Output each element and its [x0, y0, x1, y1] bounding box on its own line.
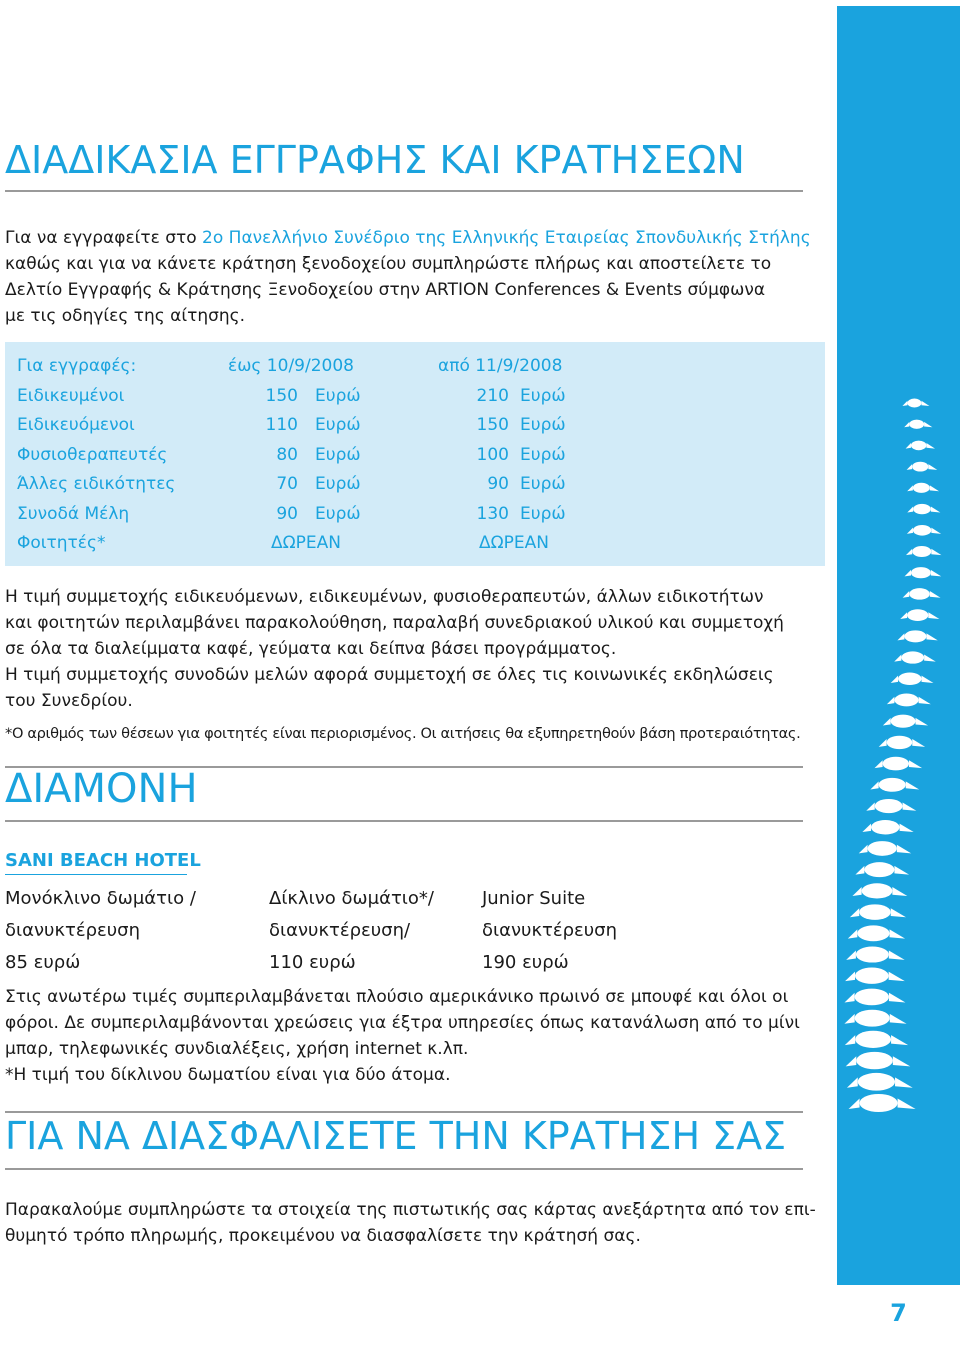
vertebra [906, 441, 935, 451]
fees-late-amount: 100 [476, 445, 509, 465]
fees-early-amount: 70 [276, 474, 298, 494]
vertebra [870, 778, 919, 792]
hotel-note-2: φόροι. Δε συμπεριλαμβάνονται χρεώσεις για έξτρα υπηρεσίες όπως κατανάλωση από το μίνι [5, 1013, 800, 1033]
hotel-note-3: μπαρ, τηλεφωνικές συνδιαλέξεις, χρήση internet κ.λπ. [5, 1039, 469, 1059]
fees-late-amount: 90 [487, 474, 509, 494]
vertebra [844, 1010, 906, 1027]
vertebra [883, 715, 928, 728]
congress-name: 2ο Πανελλήνιο Συνέδριο της Ελληνικής Εταιρείας Σπονδυλικής Στήλης [202, 228, 811, 248]
fees-late-currency: Ευρώ [520, 415, 566, 435]
accommodation-title-rule [5, 820, 803, 822]
guarantee-text-1: Παρακαλούμε συμπληρώστε τα στοιχεία της πιστωτικής σας κάρτας ανεξάρτητα από τον επι- [5, 1200, 816, 1220]
intro-line-3: Δελτίο Εγγραφής & Κράτησης Ξενοδοχείου στην ARTION Conferences & Events σύμφωνα [5, 280, 766, 300]
fees-early-free: ΔΩΡΕΑΝ [271, 533, 341, 553]
title-rule [5, 190, 803, 192]
room-single-price: 85 ευρώ [5, 952, 81, 973]
vertebra [897, 630, 937, 642]
fees-early-amount: 80 [276, 445, 298, 465]
fees-late-currency: Ευρώ [520, 445, 566, 465]
guarantee-title-rule [5, 1168, 803, 1170]
fees-category: Ειδικευμένοι [17, 386, 125, 406]
page-number-box [837, 1285, 960, 1352]
fees-category: Άλλες ειδικότητες [17, 474, 176, 494]
vertebra [906, 546, 941, 557]
fees-header-late: από 11/9/2008 [438, 356, 563, 376]
vertebra [845, 968, 905, 984]
fees-early-currency: Ευρώ [315, 474, 361, 494]
fees-table [5, 342, 825, 566]
hotel-note-4: *Η τιμή του δίκλινου δωματίου είναι για δύο άτομα. [5, 1065, 451, 1085]
registration-title: ΔΙΑΔΙΚΑΣΙΑ ΕΓΓΡΑΦΗΣ ΚΑΙ ΚΡΑΤΗΣΕΩΝ [5, 138, 745, 182]
fee-note-1: Η τιμή συμμετοχής ειδικευόμενων, ειδικευμένων, φυσιοθεραπευτών, άλλων ειδικοτήτων [5, 587, 764, 607]
fees-early-currency: Ευρώ [315, 386, 361, 406]
vertebra [907, 462, 938, 472]
room-suite-line2: διανυκτέρευση [482, 920, 617, 941]
room-single-line2: διανυκτέρευση [5, 920, 140, 941]
vertebra [859, 841, 911, 856]
fees-row-students [5, 533, 825, 563]
fees-row [5, 415, 825, 445]
fees-late-amount: 130 [476, 504, 509, 524]
room-double-price: 110 ευρώ [269, 952, 356, 973]
fees-category: Φοιτητές* [17, 533, 106, 553]
guarantee-rule [5, 1111, 803, 1113]
room-suite-price: 190 ευρώ [482, 952, 569, 973]
intro-line-4: με τις οδηγίες της αίτησης. [5, 306, 246, 326]
vertebra [903, 588, 941, 599]
vertebra [887, 694, 931, 707]
fees-early-currency: Ευρώ [315, 415, 361, 435]
fees-header-label: Για εγγραφές: [17, 356, 137, 376]
room-double-line2: διανυκτέρευση/ [269, 920, 411, 941]
fees-row [5, 445, 825, 475]
fees-late-currency: Ευρώ [520, 504, 566, 524]
guarantee-text-2: θυμητό τρόπο πληρωμής, προκειμένου να διασφαλίσετε την κράτησή σας. [5, 1226, 641, 1246]
fees-row [5, 474, 825, 504]
intro-text: Για να εγγραφείτε στο [5, 228, 203, 248]
fees-category: Ειδικευόμενοι [17, 415, 135, 435]
fee-note-2: και φοιτητών περιλαμβάνει παρακολούθηση, παραλαβή συνεδριακού υλικού και συμμετοχή [5, 613, 784, 633]
fee-note-3: σε όλα τα διαλείμματα καφέ, γεύματα και δείπνα βάσει προγράμματος. [5, 639, 617, 659]
side-band-top-gap [837, 0, 960, 6]
fees-early-amount: 90 [276, 504, 298, 524]
fees-late-amount: 150 [476, 415, 509, 435]
vertebra [850, 904, 906, 920]
fees-early-amount: 110 [265, 415, 298, 435]
vertebra [848, 925, 905, 941]
fees-late-free: ΔΩΡΕΑΝ [479, 533, 549, 553]
vertebra [845, 1031, 908, 1048]
fees-category: Συνοδά Μέλη [17, 504, 130, 524]
vertebra [904, 420, 932, 429]
vertebra [907, 504, 940, 514]
fee-note-4: Η τιμή συμμετοχής συνοδών μελών αφορά συμμετοχή σε όλες τις κοινωνικές εκδηλώσεις [5, 665, 774, 685]
room-double-line1: Δίκλινο δωμάτιο*/ [269, 888, 434, 909]
vertebra [891, 672, 934, 685]
fees-header-row [5, 356, 825, 386]
accommodation-title: ΔΙΑΜΟΝΗ [5, 766, 198, 812]
fees-row [5, 386, 825, 416]
student-seats-note: *Ο αριθμός των θέσεων για φοιτητές είναι περιορισμένος. Οι αιτήσεις θα εξυπηρετηθούν βάση προτεραιότητας. [5, 725, 801, 742]
fees-late-currency: Ευρώ [520, 386, 566, 406]
intro-line-1 [5, 226, 811, 252]
vertebra [846, 1052, 911, 1069]
spine-illustration [840, 395, 960, 1135]
fees-late-currency: Ευρώ [520, 474, 566, 494]
vertebra [847, 1073, 913, 1091]
vertebra [844, 989, 905, 1006]
vertebra [879, 736, 925, 749]
room-suite-line1: Junior Suite [482, 888, 586, 909]
room-single-line1: Μονόκλινο δωμάτιο / [5, 888, 196, 909]
hotel-note-1: Στις ανωτέρω τιμές συμπεριλαμβάνεται πλούσιο αμερικάνικο πρωινό σε μπουφέ και όλοι οι [5, 987, 789, 1007]
vertebra [905, 567, 942, 578]
fees-early-amount: 150 [265, 386, 298, 406]
vertebra [862, 820, 913, 834]
hotel-name: SANI BEACH HOTEL [5, 850, 201, 871]
intro-line-2: καθώς και για να κάνετε κράτηση ξενοδοχείου συμπληρώστε πλήρως και αποστείλετε το [5, 254, 772, 274]
fees-late-amount: 210 [476, 386, 509, 406]
hotel-name-underline [5, 874, 187, 875]
vertebra [866, 799, 916, 813]
vertebra [846, 946, 905, 962]
fees-early-currency: Ευρώ [315, 445, 361, 465]
vertebra [900, 609, 939, 621]
vertebra [855, 862, 909, 877]
fee-note-5: του Συνεδρίου. [5, 691, 133, 711]
fees-category: Φυσιοθεραπευτές [17, 445, 168, 465]
vertebra [907, 483, 939, 493]
fees-early-currency: Ευρώ [315, 504, 361, 524]
vertebra [907, 525, 941, 536]
vertebra [902, 399, 929, 408]
guarantee-title: ΓΙΑ ΝΑ ΔΙΑΣΦΑΛΙΣΕΤΕ ΤΗΝ ΚΡΑΤΗΣΗ ΣΑΣ [5, 1114, 787, 1158]
vertebra [849, 1094, 916, 1112]
vertebra [875, 757, 923, 771]
fees-row [5, 504, 825, 534]
vertebra [852, 883, 907, 898]
page-number: 7 [890, 1299, 907, 1327]
vertebra [894, 651, 936, 663]
fees-header-early: έως 10/9/2008 [228, 356, 354, 376]
